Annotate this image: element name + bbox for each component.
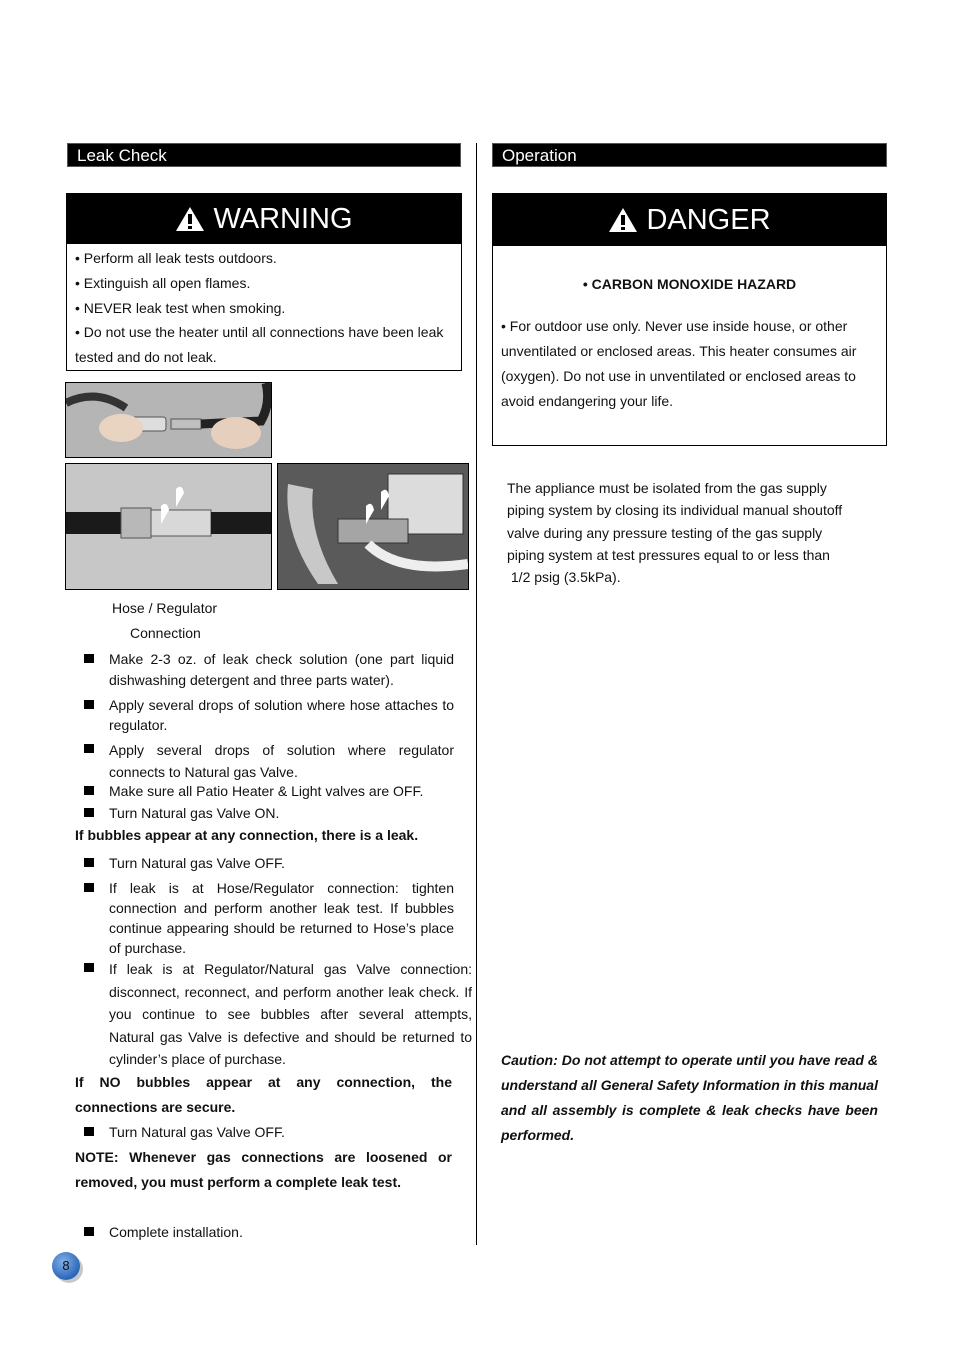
- list-item: If leak is at Hose/Regulator connection: tighten connection and perform another leak test. If bubbles continue appearing should be returned to Hose’s place of purchase.: [84, 878, 454, 958]
- square-bullet-icon: [84, 858, 94, 867]
- isolation-paragraph: [507, 477, 877, 588]
- list-item: Make 2-3 oz. of leak check solution (one part liquid dishwashing detergent and three parts water).: [84, 649, 454, 691]
- warning-list: [67, 244, 461, 370]
- hose-regulator-photo-top: [65, 382, 272, 458]
- warning-header: [67, 194, 461, 244]
- list-item: Apply several drops of solution where regulator connects to Natural gas Valve.: [84, 739, 454, 783]
- square-bullet-icon: [84, 654, 94, 663]
- list-item: Complete installation.: [84, 1222, 454, 1242]
- bubbles-note: If bubbles appear at any connection, there is a leak.: [75, 827, 419, 843]
- warning-item: • Perform all leak tests outdoors.: [75, 250, 277, 266]
- leak-test-note: NOTE: Whenever gas connections are loosened or removed, you must perform a complete leak test.: [75, 1149, 452, 1190]
- no-bubbles-note: If NO bubbles appear at any connection, the connections are secure.: [75, 1074, 452, 1115]
- photo-caption-line2: Connection: [130, 625, 201, 641]
- list-item: Turn Natural gas Valve OFF.: [84, 1122, 454, 1142]
- isolation-line: The appliance must be isolated from the gas supply: [507, 480, 827, 496]
- isolation-line: piping system by closing its individual manual shoutoff: [507, 502, 843, 519]
- warning-triangle-icon: [608, 207, 638, 233]
- warning-item: • NEVER leak test when smoking.: [75, 299, 286, 316]
- section-title-operation: Operation: [492, 143, 887, 167]
- warning-title: WARNING: [213, 202, 353, 235]
- square-bullet-icon: [84, 963, 94, 972]
- hose-connection-photo: [65, 463, 272, 590]
- danger-header: [493, 194, 886, 246]
- square-bullet-icon: [84, 786, 94, 795]
- section-title-leak-check: Leak Check: [67, 143, 461, 167]
- photo-caption-line1: Hose / Regulator: [112, 600, 218, 616]
- square-bullet-icon: [84, 744, 94, 753]
- isolation-line: 1/2 psig (3.5kPa).: [507, 569, 621, 586]
- isolation-line: piping system at test pressures equal to or less than: [507, 546, 830, 563]
- danger-box: [492, 193, 887, 446]
- list-item: Apply several drops of solution where hose attaches to regulator.: [84, 695, 454, 735]
- square-bullet-icon: [84, 1227, 94, 1236]
- warning-triangle-icon: [175, 206, 205, 232]
- regulator-valve-photo: [277, 463, 469, 590]
- isolation-line: valve during any pressure testing of the gas supply: [507, 524, 823, 541]
- page-number: 8: [52, 1252, 80, 1280]
- square-bullet-icon: [84, 808, 94, 817]
- caution-note: Caution: Do not attempt to operate until you have read & understand all General Safety Information in this manual and all assembly is complete & leak checks have been performed.: [501, 1052, 878, 1143]
- list-item: Turn Natural gas Valve ON.: [84, 803, 454, 823]
- warning-item: • Extinguish all open flames.: [75, 274, 251, 291]
- square-bullet-icon: [84, 700, 94, 709]
- list-item: Make sure all Patio Heater & Light valves are OFF.: [84, 781, 454, 801]
- list-item: Turn Natural gas Valve OFF.: [84, 853, 454, 873]
- warning-box: [66, 193, 462, 371]
- square-bullet-icon: [84, 1127, 94, 1136]
- list-item: If leak is at Regulator/Natural gas Valve connection: disconnect, reconnect, and perform another leak check. If you continue to see bubbles after several attempts, Natural gas Valve is defective and should be returned to cylinder’s place of purchase.: [84, 958, 472, 1071]
- square-bullet-icon: [84, 883, 94, 892]
- danger-title: DANGER: [646, 203, 771, 236]
- warning-item: • Do not use the heater until all connections have been leak tested and do not leak.: [75, 324, 444, 366]
- danger-text: • For outdoor use only. Never use inside house, or other unventilated or enclosed areas. This heater consumes air (oxygen). Do not use in unventilated or enclosed areas to avoid endangering your life.: [501, 318, 857, 409]
- column-divider: [476, 143, 477, 1245]
- hazard-heading: • CARBON MONOXIDE HAZARD: [582, 276, 797, 292]
